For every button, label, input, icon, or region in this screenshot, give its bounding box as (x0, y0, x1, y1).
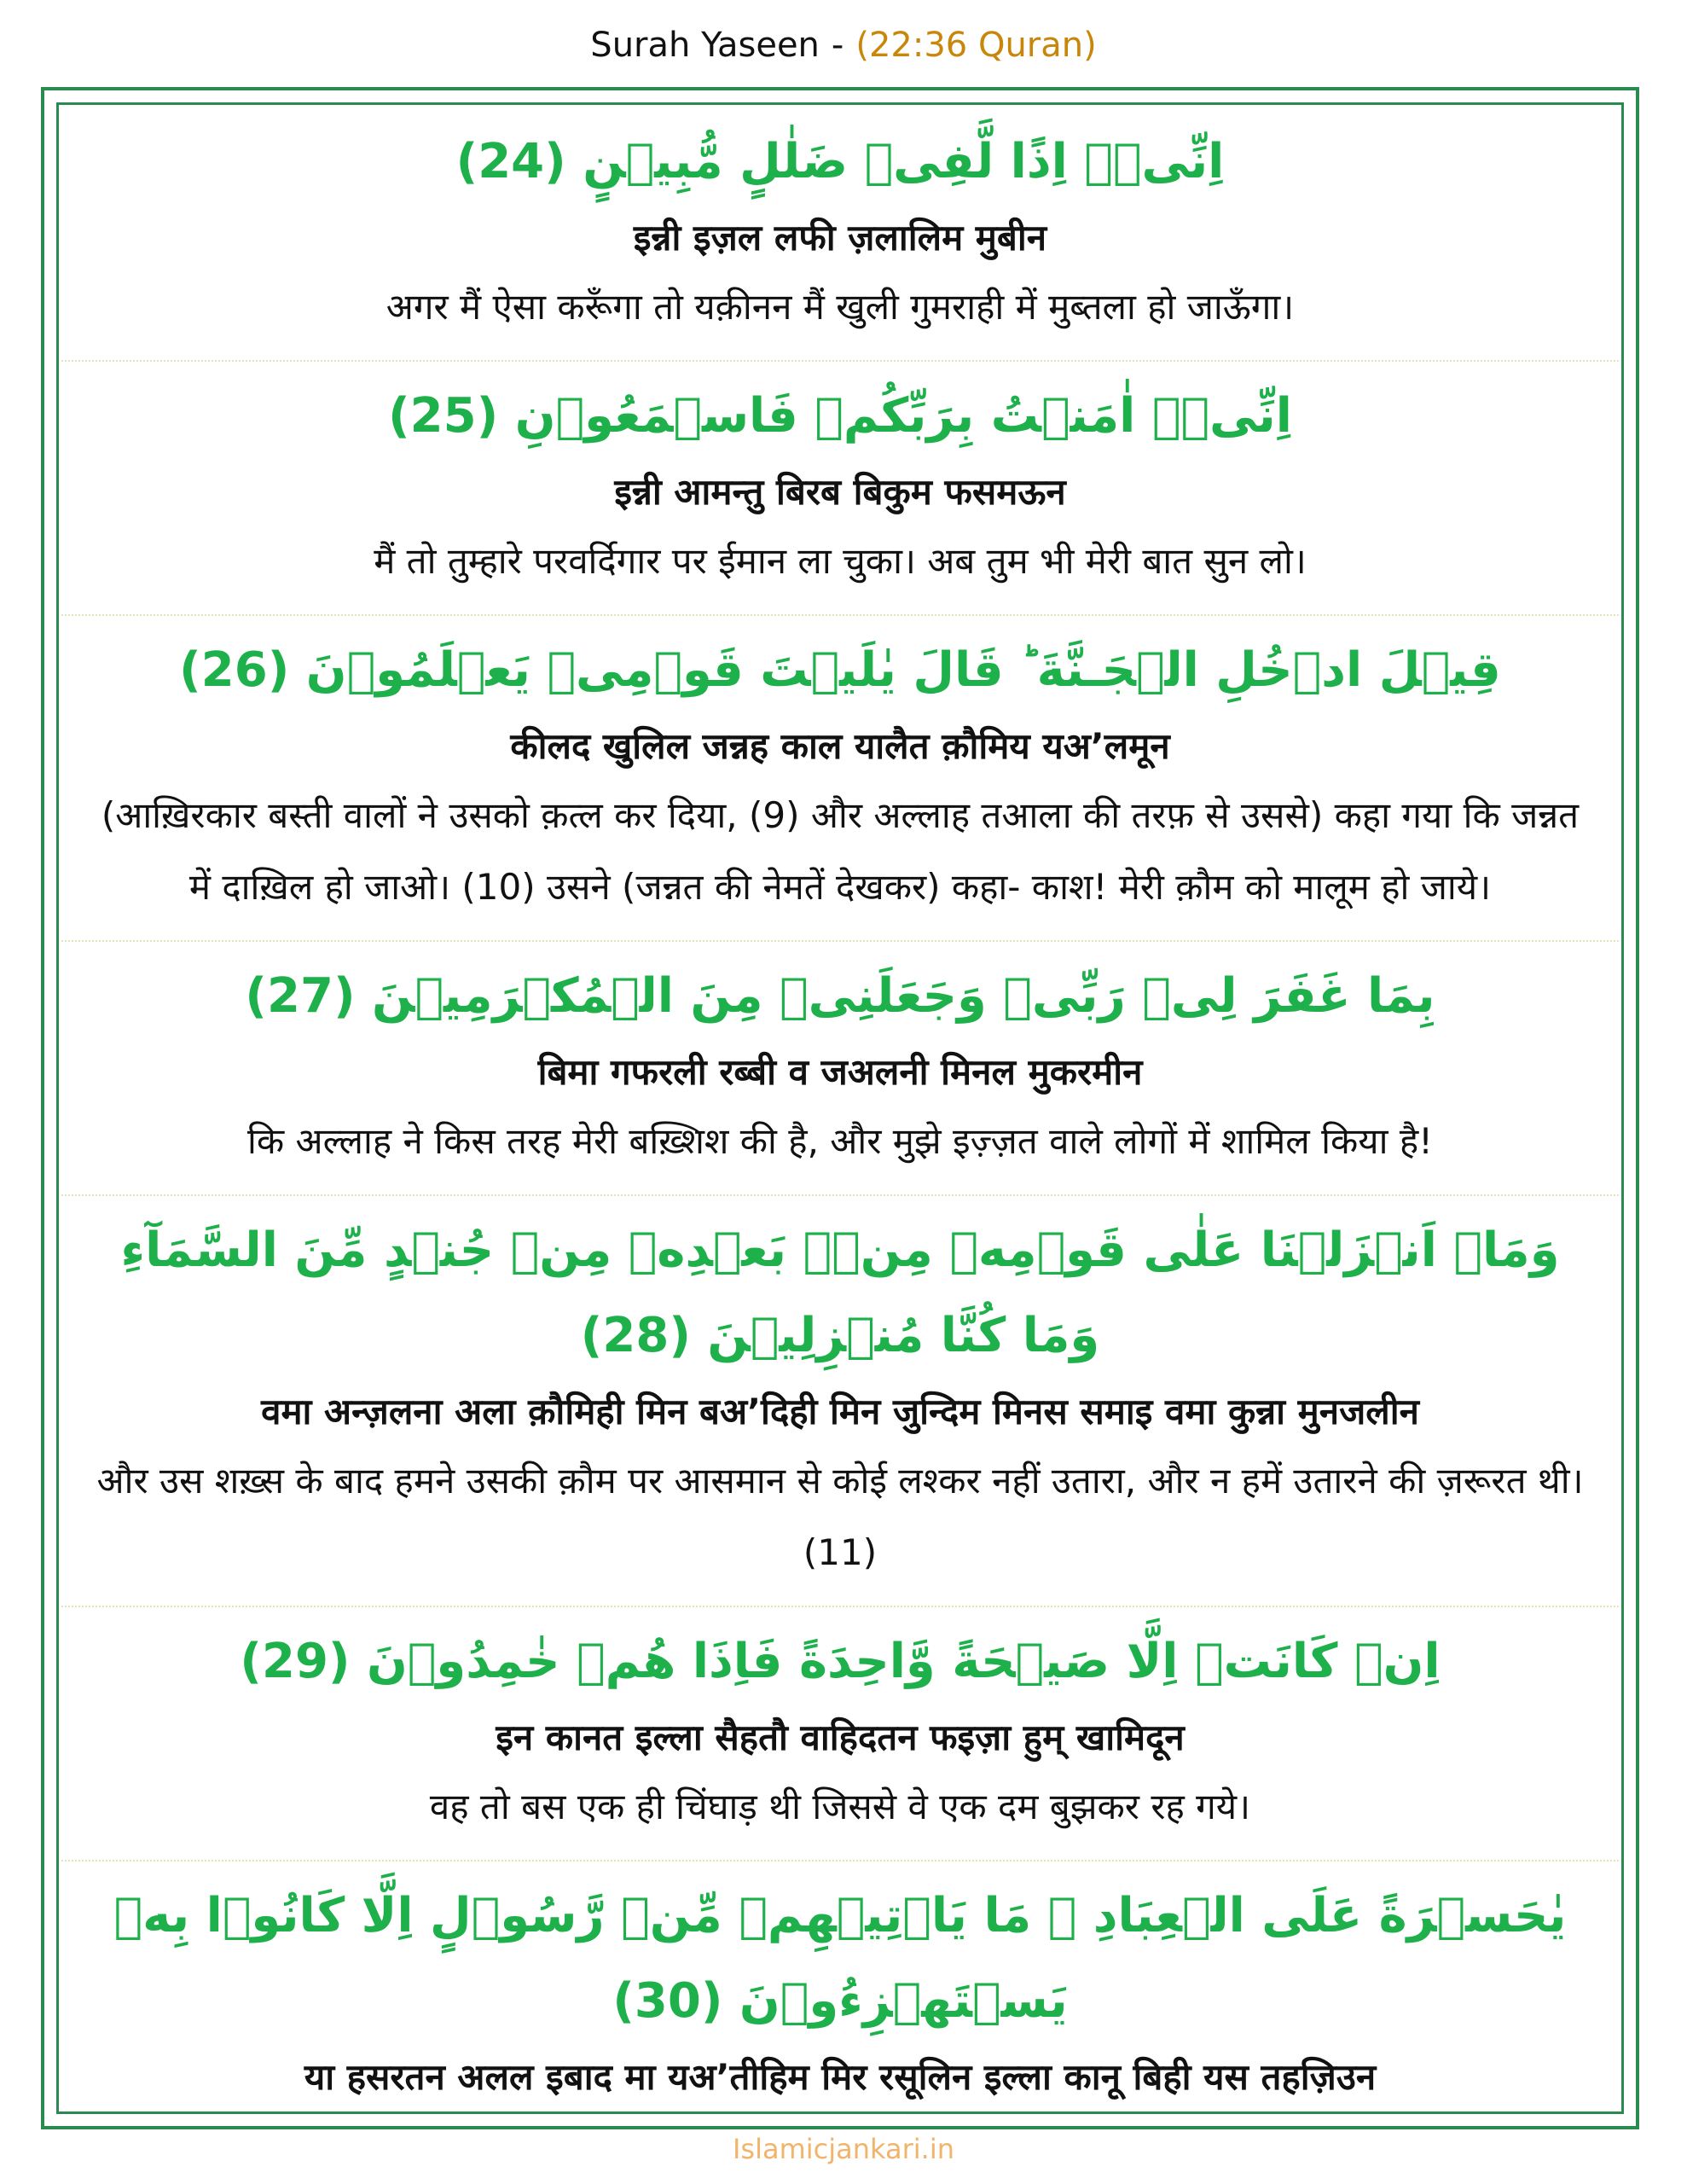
arabic-text: يٰحَسۡرَةً عَلَى الۡعِبَادِ‌ ۚ مَا يَاۡتِيۡهِمۡ مِّنۡ رَّسُوۡلٍ اِلَّا كَانُوۡا بِهٖ يَسۡتَهۡزِءُوۡنَ (30) (113, 1888, 1567, 2029)
site-footer (0, 2133, 1687, 2165)
transliteration-text: इन्नी आमन्तु बिरब बिकुम फसमऊन (614, 471, 1066, 513)
title-separator: - (831, 26, 844, 65)
verse-26 (61, 616, 1619, 942)
verse-24 (61, 107, 1619, 362)
transliteration-text: इन कानत इल्ला सैहतौ वाहिदतन फइज़ा हुम् खामिदून (496, 1716, 1185, 1758)
translation-text: कि अल्लाह ने किस तरह मेरी बख़्शिश की है, और मुझे इज़्ज़त वाले लोगों में शामिल किया है! (247, 1120, 1433, 1162)
transliteration-text: कीलद खुलिल जन्नह काल यालैत क़ौमिय यअ’लमून (510, 725, 1170, 767)
arabic-text: اِنِّىۡۤ اِذًا لَّفِىۡ ضَلٰلٍ مُّبِيۡنٍ (24) (455, 134, 1225, 189)
translation-text: अगर मैं ऐसा करूँगा तो यक़ीनन मैं खुली गुमराही में मुब्तला हो जाऊँगा। (386, 286, 1295, 328)
translation-text: वह तो बस एक ही चिंघाड़ थी जिससे वे एक दम बुझकर रह गये। (429, 1786, 1251, 1827)
verse-25 (61, 362, 1619, 616)
arabic-text: اِنۡ كَانَتۡ اِلَّا صَيۡحَةً وَّاحِدَةً فَاِذَا هُمۡ خٰمِدُوۡنَ (29) (240, 1634, 1441, 1689)
translation-text: मैं तो तुम्हारे परवर्दिगार पर ईमान ला चुका। अब तुम भी मेरी बात सुन लो। (374, 540, 1307, 582)
footer-site-link[interactable]: Islamicjankari.in (732, 2133, 954, 2165)
arabic-text: بِمَا غَفَرَ لِىۡ رَبِّىۡ وَجَعَلَنِىۡ مِنَ الۡمُكۡرَمِيۡنَ (27) (245, 968, 1435, 1024)
transliteration-text: या हसरतन अलल इबाद मा यअ’तीहिम मिर रसूलिन इल्ला कानू बिही यस तहज़िउन (304, 2056, 1377, 2098)
verse-29 (61, 1607, 1619, 1862)
arabic-text: وَمَاۤ اَنۡزَلۡنَا عَلٰى قَوۡمِهٖ مِنۡۢ بَعۡدِهٖ مِنۡ جُنۡدٍ مِّنَ السَّمَآءِ وَمَا كُنَّا مُنۡزِلِيۡنَ (28) (120, 1223, 1560, 1363)
verse-27 (61, 942, 1619, 1196)
verse-30 (61, 1862, 1619, 2128)
page-header (0, 26, 1687, 65)
quran-reference: (22:36 Quran) (855, 26, 1097, 65)
surah-title: Surah Yaseen (590, 26, 820, 65)
verse-list (61, 107, 1619, 2128)
transliteration-text: इन्नी इज़ल लफी ज़लालिम मुबीन (633, 217, 1047, 258)
transliteration-text: बिमा गफरली रब्बी व जअलनी मिनल मुकरमीन (537, 1051, 1143, 1093)
arabic-text: قِيۡلَ ادۡخُلِ الۡجَـنَّةَ ‌ؕ قَالَ يٰلَيۡتَ قَوۡمِىۡ يَعۡلَمُوۡنَ (26) (179, 642, 1501, 698)
verse-28 (61, 1196, 1619, 1607)
transliteration-text: वमा अन्ज़लना अला क़ौमिही मिन बअ’दिही मिन जुन्दिम मिनस समाइ वमा कुन्ना मुनजलीन (261, 1391, 1419, 1432)
translation-text: (आख़िरकार बस्ती वालों ने उसको क़त्ल कर दिया, (9) और अल्लाह तआला की तरफ़ से उससे) कहा गया कि जन्नत में दाख़िल हो जाओ। (10) उसने (जन्नत की नेमतें देखकर) कहा- काश! मेरी क़ौम को मालूम हो जाये। (101, 794, 1580, 908)
arabic-text: اِنِّىۡۤ اٰمَنۡتُ بِرَبِّكُمۡ فَاسۡمَعُوۡنِ (25) (388, 388, 1292, 444)
translation-text: और उस शख़्स के बाद हमने उसकी क़ौम पर आसमान से कोई लश्कर नहीं उतारा, और न हमें उतारने की ज़रूरत थी। (11) (96, 1460, 1584, 1573)
